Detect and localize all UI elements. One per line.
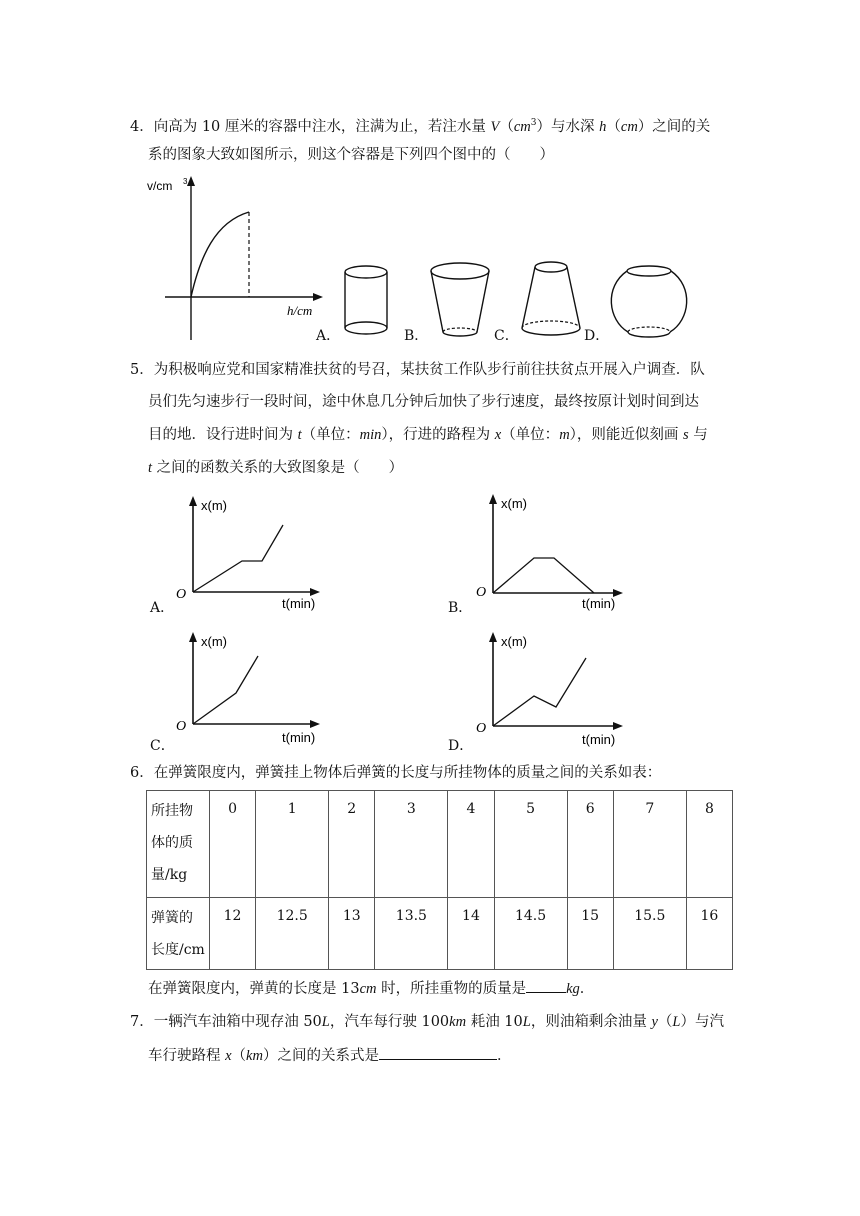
- table-cell: 15.5: [613, 898, 686, 970]
- q5-graph-b: [470, 490, 640, 614]
- q5-graph-d: [470, 628, 640, 750]
- spring-table: [146, 790, 733, 970]
- q5-option-d: D．: [448, 738, 474, 754]
- table-cell: 15: [567, 898, 613, 970]
- q5-line3: 目的地．设行进时间为 t（单位：min），行进的路程为 x（单位：m），则能近似刻画 s 与: [148, 427, 708, 443]
- q5-graph-c: [170, 628, 340, 750]
- q4-y-arrow: [187, 176, 195, 186]
- svg-text:x(m): x(m): [201, 634, 227, 649]
- table-row-length: [147, 898, 733, 970]
- q4-option-b: B．: [404, 328, 429, 344]
- q5-option-c: C．: [150, 738, 175, 754]
- q6-answer-line: 在弹簧限度内，弹黄的长度是 13cm 时，所挂重物的质量是 kg．: [148, 978, 594, 999]
- table-cell: 2: [329, 791, 375, 898]
- svg-text:t(min): t(min): [582, 596, 616, 611]
- table-cell: 16: [686, 898, 732, 970]
- q5-line1: 5．为积极响应党和国家精准扶贫的号召，某扶贫工作队步行前往扶贫点开展入户调查．队: [130, 362, 705, 378]
- q6-line1: 6．在弹簧限度内，弹簧挂上物体后弹簧的长度与所挂物体的质量之间的关系如表：: [130, 765, 662, 781]
- q4-container-b: [428, 260, 494, 342]
- table-cell: 13: [329, 898, 375, 970]
- q5-line4: t 之间的函数关系的大致图象是（ ）: [148, 460, 404, 476]
- q5-graph-a: [170, 492, 340, 614]
- q4-volume-graph: [145, 172, 325, 344]
- q5-line2: 员们先匀速步行一段时间，途中休息几分钟后加快了步行速度，最终按原计划时间到达: [148, 394, 699, 410]
- q4-line2: 系的图象大致如图所示，则这个容器是下列四个图中的（ ）: [148, 147, 554, 163]
- q4-container-a: [340, 262, 396, 342]
- svg-text:t(min): t(min): [582, 732, 616, 747]
- q4-option-a: A．: [316, 328, 341, 344]
- svg-text:t(min): t(min): [282, 596, 316, 611]
- svg-text:O: O: [476, 721, 487, 736]
- table-cell: 8: [686, 791, 732, 898]
- table-cell: 7: [613, 791, 686, 898]
- q4-container-d: [610, 262, 690, 342]
- q5-option-b: B．: [448, 600, 473, 616]
- q5-option-a: A．: [150, 600, 175, 616]
- svg-text:t(min): t(min): [282, 730, 316, 745]
- q7-line2: 车行驶路程 x（km）之间的关系式是 ．: [148, 1045, 511, 1066]
- q4-option-d: D．: [584, 328, 610, 344]
- q7-answer-blank[interactable]: [379, 1045, 497, 1060]
- q7-line1: 7．一辆汽车油箱中现存油 50L，汽车每行驶 100km 耗油 10L，则油箱剩余油量 y（L）与汽: [130, 1014, 724, 1030]
- svg-text:x(m): x(m): [501, 496, 527, 511]
- table-cell: 5: [494, 791, 567, 898]
- q4-y-label-sup: 3: [183, 177, 188, 186]
- table-cell: 0: [210, 791, 256, 898]
- table-row-mass: [147, 791, 733, 898]
- table-cell: 12: [210, 898, 256, 970]
- svg-text:O: O: [176, 587, 187, 602]
- table-header-mass: 所挂物 体的质 量/kg: [147, 791, 210, 898]
- table-cell: 1: [256, 791, 329, 898]
- table-header-length: 弹簧的 长度/cm: [147, 898, 210, 970]
- table-cell: 14: [448, 898, 494, 970]
- svg-text:x(m): x(m): [501, 634, 527, 649]
- table-cell: 13.5: [375, 898, 448, 970]
- svg-text:x(m): x(m): [201, 498, 227, 513]
- q4-x-arrow: [313, 293, 323, 301]
- table-cell: 12.5: [256, 898, 329, 970]
- q6-answer-blank[interactable]: [526, 978, 566, 993]
- q4-x-label: h/cm: [287, 303, 313, 318]
- table-cell: 3: [375, 791, 448, 898]
- q4-line1: 4．向高为 10 厘米的容器中注水，注满为止，若注水量 $V(cm^3)$与水深 h（cm）之间的关: [130, 118, 711, 135]
- table-cell: 14.5: [494, 898, 567, 970]
- svg-text:O: O: [476, 585, 487, 600]
- table-cell: 6: [567, 791, 613, 898]
- q4-option-c: C．: [494, 328, 519, 344]
- svg-text:O: O: [176, 719, 187, 734]
- q4-container-c: [518, 258, 584, 342]
- table-cell: 4: [448, 791, 494, 898]
- q4-curve: [191, 212, 249, 297]
- q4-y-label: v/cm: [147, 179, 173, 193]
